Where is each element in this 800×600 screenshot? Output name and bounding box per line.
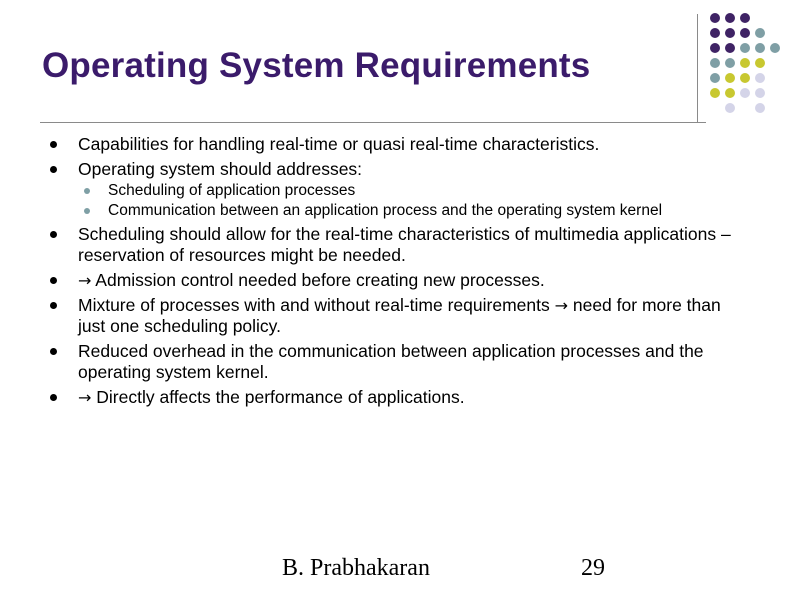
sub-bullet-item [48,182,748,200]
bullet-item [48,341,748,383]
bullet-text: Reduced overhead in the communication between application processes and the operating system kernel. [78,341,704,382]
bullet-item [48,224,748,266]
decorative-dot [725,58,735,68]
bullet-list [48,134,748,408]
bullet-item [48,387,748,408]
bullet-text: Admission control needed before creating new processes. [91,270,545,290]
bullet-text: Scheduling of application processes [108,182,356,199]
right-arrow-icon: → [78,271,92,290]
decorative-dot [755,73,765,83]
decorative-dot [770,43,780,53]
decorative-dot [755,58,765,68]
decorative-dot [755,43,765,53]
right-arrow-icon: → [78,388,92,407]
decorative-dot [710,13,720,23]
decorative-dot [710,43,720,53]
decorative-dot [725,88,735,98]
decorative-dot [725,28,735,38]
decorative-dot [755,103,765,113]
bullet-item [48,159,748,180]
bullet-item [48,134,748,155]
decorative-dot [725,43,735,53]
horizontal-divider [40,122,706,123]
decorative-dot [710,28,720,38]
bullet-text: Mixture of processes with and without real-time requirements [78,295,555,315]
slide-title: Operating System Requirements [42,46,591,85]
bullet-text: Directly affects the performance of applications. [91,387,465,407]
vertical-divider [697,14,698,122]
right-arrow-icon: → [554,296,568,315]
decorative-dot [740,58,750,68]
bullet-text: Scheduling should allow for the real-time characteristics of multimedia applications – reservation of resources might be needed. [78,224,731,265]
sub-bullet-item [48,202,748,220]
decorative-dot [740,13,750,23]
decorative-dot [740,73,750,83]
footer-author: B. Prabhakaran [282,555,430,581]
bullet-text-continued: need for more than just one scheduling policy. [78,295,721,336]
decorative-dot [710,88,720,98]
decorative-dot [725,103,735,113]
bullet-text: Communication between an application process and the operating system kernel [108,202,663,219]
bullet-text: Operating system should addresses: [78,159,363,179]
decorative-dot [755,28,765,38]
decorative-dot [725,73,735,83]
decorative-dot-grid [710,13,790,133]
decorative-dot [740,28,750,38]
bullet-item [48,295,748,337]
decorative-dot [740,88,750,98]
decorative-dot [725,13,735,23]
page-number: 29 [581,555,605,581]
decorative-dot [755,88,765,98]
decorative-dot [710,73,720,83]
decorative-dot [740,43,750,53]
bullet-item [48,270,748,291]
bullet-text: Capabilities for handling real-time or quasi real-time characteristics. [78,134,600,154]
decorative-dot [710,58,720,68]
